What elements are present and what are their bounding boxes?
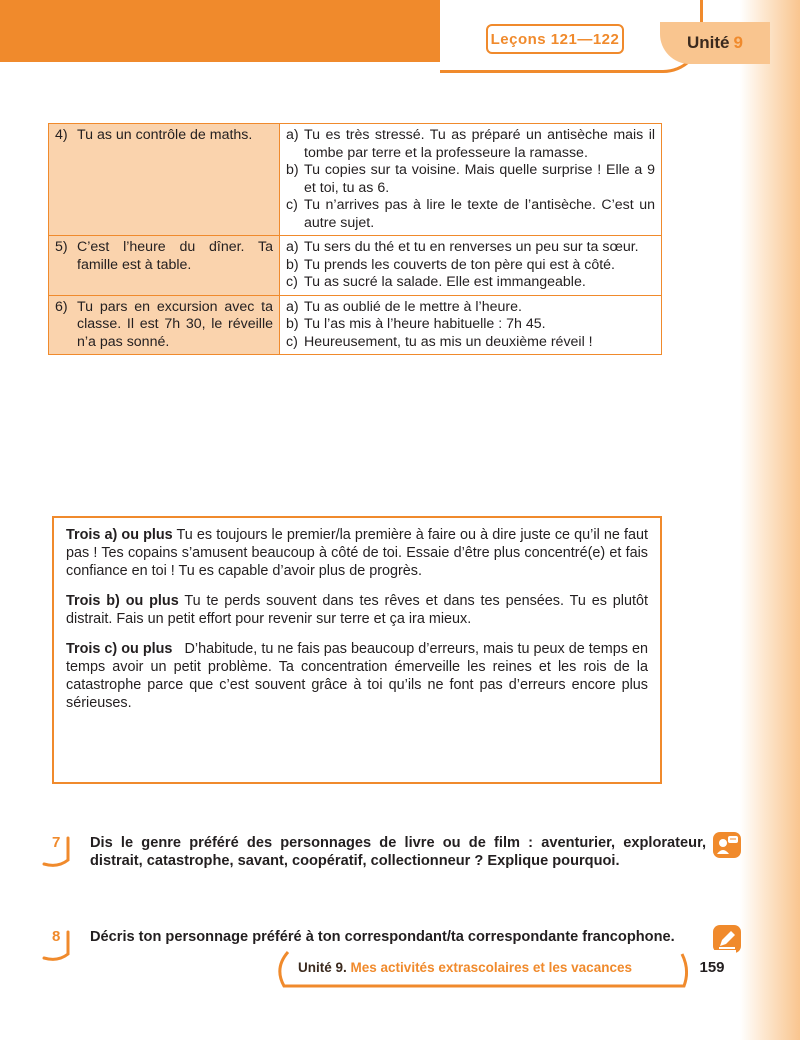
result-paragraph: [66, 640, 652, 712]
answer-text: Tu es très stressé. Tu as préparé un antisèche mais il tombe par terre et la professeure la ramasse.: [304, 127, 655, 161]
exercise-number: 8: [52, 928, 61, 945]
exercise-text: Dis le genre préféré des personnages de livre ou de film : aventurier, explorateur, distrait, catastrophe, savant, coopératif, collectionneur ? Explique pourquoi.: [90, 835, 706, 869]
quiz-row: [49, 236, 662, 296]
answer-letter: c): [286, 274, 298, 290]
result-text: D’habitude, tu ne fais pas beaucoup d’erreurs, mais tu peux de temps en temps avoir un petit problème. Ta concentration émerveille les reines et les rois de la catastrophe parce que c’est souvent grâce à toi qu’ils ne font pas d’erreurs encore plus sérieuses.: [66, 641, 652, 711]
answer-option: [286, 197, 655, 232]
footer-title: [298, 960, 632, 975]
question-cell: [49, 124, 280, 236]
answer-text: Tu l’as mis à l’heure habituelle : 7h 45.: [304, 316, 546, 332]
answer-text: Tu prends les couverts de ton père qui est à côté.: [304, 256, 615, 273]
quiz-row: [49, 295, 662, 355]
page-footer: [270, 950, 740, 990]
answer-option: [286, 299, 655, 317]
answer-letter: b): [286, 256, 299, 273]
result-heading: Trois a) ou plus: [66, 527, 173, 543]
footer-unit: Unité 9.: [298, 960, 347, 975]
question-text: Tu pars en excursion avec ta classe. Il est 7h 30, le réveille n’a pas sonné.: [77, 298, 273, 350]
quiz-row: [49, 124, 662, 236]
footer-unit-title: Mes activités extrascolaires et les vacances: [350, 960, 632, 975]
results-box: [52, 516, 662, 784]
question-cell: [49, 236, 280, 296]
question-cell: [49, 295, 280, 355]
unit-label: Unité: [687, 33, 730, 52]
page-number: 159: [688, 950, 736, 984]
exercise-number-badge: [42, 928, 76, 968]
speech-bubble-icon: [712, 830, 742, 860]
answers-cell: [280, 236, 662, 296]
answer-text: Heureusement, tu as mis un deuxième réveil !: [304, 333, 593, 350]
answer-option: [286, 257, 655, 275]
answer-letter: c): [286, 197, 298, 213]
result-paragraph: [66, 526, 652, 580]
exercise-text: Décris ton personnage préféré à ton correspondant/ta correspondante francophone.: [90, 929, 675, 945]
answer-option: [286, 274, 655, 292]
question-number: 6): [55, 298, 68, 315]
answer-option: [286, 127, 655, 162]
answer-letter: b): [286, 316, 299, 332]
answer-option: [286, 334, 655, 352]
answer-letter: a): [286, 127, 299, 143]
answer-text: Tu as oublié de le mettre à l’heure.: [304, 298, 522, 315]
exercise-number: 7: [52, 834, 61, 851]
answer-letter: b): [286, 162, 299, 178]
lessons-tab: Leçons 121—122: [486, 24, 624, 54]
question-text: C’est l’heure du dîner. Ta famille est à table.: [77, 239, 273, 273]
question-number: 5): [55, 239, 68, 255]
answer-option: [286, 239, 655, 257]
unit-tab: [660, 22, 770, 64]
answer-letter: a): [286, 298, 299, 315]
answer-text: Tu sers du thé et tu en renverses un peu sur ta sœur.: [304, 239, 639, 255]
answers-cell: [280, 124, 662, 236]
answers-cell: [280, 295, 662, 355]
right-decor-band: [740, 0, 800, 1040]
unit-number: 9: [733, 33, 743, 52]
answer-text: Tu as sucré la salade. Elle est immangeable.: [304, 274, 586, 290]
result-paragraph: [66, 592, 652, 628]
question-number: 4): [55, 127, 68, 143]
result-heading: Trois b) ou plus: [66, 593, 179, 609]
answer-option: [286, 162, 655, 197]
answer-option: [286, 316, 655, 334]
exercise-number-badge: [42, 834, 76, 874]
result-text: Tu es toujours le premier/la première à faire ou à dire juste ce qu’il ne faut pas ! Tes copains s’amusent beaucoup à côté de toi. Essaie d’être plus concentré(e) et fais confiance en toi ! Tu es capable d’avoir plus de progrès.: [66, 527, 652, 579]
quiz-table: [48, 123, 662, 355]
result-heading: Trois c) ou plus: [66, 641, 173, 657]
question-text: Tu as un contrôle de maths.: [77, 127, 253, 143]
answer-letter: c): [286, 333, 298, 350]
answer-text: Tu copies sur ta voisine. Mais quelle surprise ! Elle a 9 et toi, tu as 6.: [304, 162, 655, 196]
answer-letter: a): [286, 239, 299, 255]
answer-text: Tu n’arrives pas à lire le texte de l’antisèche. C’est un autre sujet.: [304, 197, 655, 231]
result-text: Tu te perds souvent dans tes rêves et dans tes pensées. Tu es plutôt distrait. Fais un petit effort pour revenir sur terre et ça ira mieux.: [66, 593, 652, 627]
